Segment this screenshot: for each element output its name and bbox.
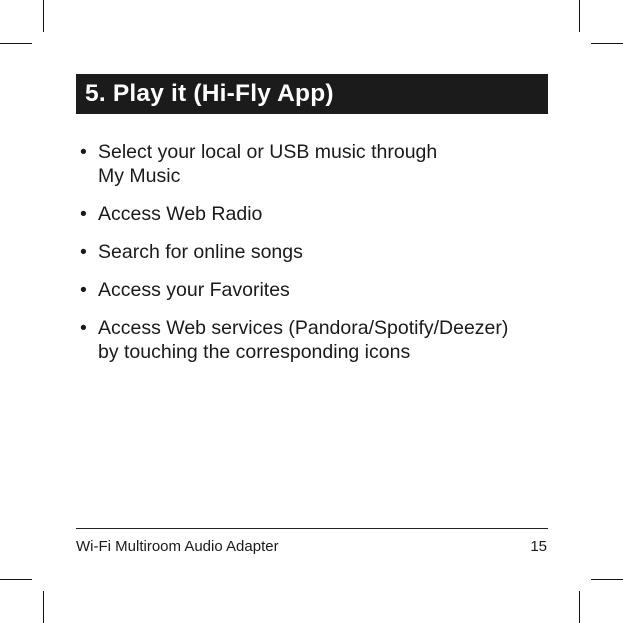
bullet-text: Access your Favorites [98, 279, 290, 301]
bullet-icon: • [80, 317, 87, 339]
bullet-icon: • [80, 241, 87, 263]
bullet-text-continued: by touching the corresponding icons [98, 341, 411, 363]
crop-mark-bottom-left [0, 579, 32, 580]
page-number: 15 [530, 538, 547, 555]
crop-mark-top-right [591, 43, 623, 44]
crop-mark-bottom-left [43, 591, 44, 623]
list-item [80, 316, 550, 364]
list-item [80, 140, 550, 188]
crop-mark-bottom-right [579, 591, 580, 623]
footer-title: Wi-Fi Multiroom Audio Adapter [76, 538, 279, 555]
footer-divider [76, 528, 548, 529]
crop-mark-top-left [43, 0, 44, 32]
crop-mark-top-right [579, 0, 580, 32]
list-item [80, 202, 550, 226]
bullet-icon: • [80, 279, 87, 301]
bullet-text: Access Web Radio [98, 203, 263, 225]
bullet-text: Access Web services (Pandora/Spotify/Deezer) [98, 317, 509, 339]
bullet-text: Select your local or USB music through [98, 141, 438, 163]
crop-mark-top-left [0, 43, 32, 44]
bullet-list [80, 140, 550, 378]
bullet-icon: • [80, 141, 87, 163]
list-item [80, 278, 550, 302]
bullet-text-continued: My Music [98, 165, 181, 187]
crop-mark-bottom-right [591, 579, 623, 580]
bullet-text: Search for online songs [98, 241, 303, 263]
bullet-icon: • [80, 203, 87, 225]
section-title: 5. Play it (Hi-Fly App) [76, 74, 548, 114]
list-item [80, 240, 550, 264]
